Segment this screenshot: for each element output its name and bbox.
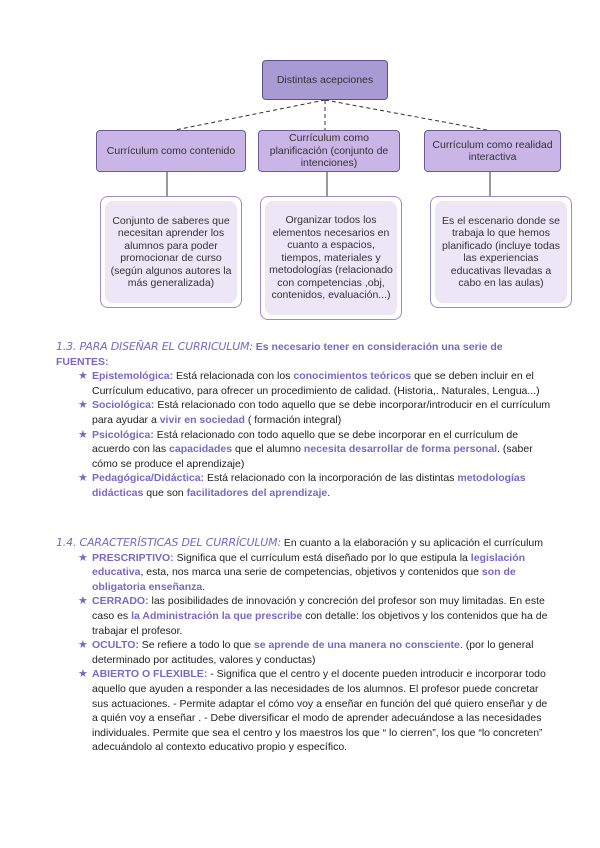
- item-term: PRESCRIPTIVO:: [92, 551, 174, 564]
- item-text: Está relacionado con la incorporación de las distintas: [204, 472, 458, 485]
- list-item: [56, 551, 556, 595]
- item-text: . (por lo general determinado por actitudes, valores y conductas): [92, 639, 534, 666]
- description-contenido: [100, 196, 242, 308]
- star-bullet-icon: ★: [78, 595, 88, 608]
- item-text: Significa que el currículum está diseñado por lo que estipula la: [173, 551, 471, 564]
- item-term: Epistemológica:: [92, 370, 174, 383]
- item-highlight: capacidades: [169, 443, 233, 456]
- description-planificacion: [260, 196, 402, 320]
- item-text: Se refiere a todo lo que: [138, 639, 254, 652]
- item-text: . (saber cómo se produce el aprendizaje): [92, 443, 533, 470]
- item-text: que son: [143, 486, 187, 499]
- item-text: .: [327, 486, 331, 499]
- list-item: [56, 594, 556, 638]
- item-term: OCULTO:: [92, 639, 139, 652]
- item-text: Está relacionada con los: [173, 370, 294, 383]
- description-text: Es el escenario donde se trabaja lo que hemos planificado (incluye todas las experiencias educativas llevadas a cabo en las aulas): [442, 214, 560, 289]
- item-text: Está relacionado con todo aquello que se debe incorporar/introducir en el currículum para ayudar a: [92, 399, 551, 426]
- section-disenar-curriculum: [56, 340, 556, 501]
- sources-list: [56, 369, 556, 500]
- item-highlight: la Administración la que prescribe: [131, 609, 303, 622]
- item-highlight: vivir en sociedad: [159, 413, 245, 426]
- item-highlight: se aprende de una manera no consciente: [253, 639, 460, 652]
- section-heading-line: [56, 536, 556, 551]
- category-contenido: [96, 130, 246, 172]
- category-label: Currículum como contenido: [106, 144, 236, 157]
- star-bullet-icon: ★: [78, 428, 88, 441]
- item-text: que se deben incluir en el Currículum educativo, para ofrecer un procedimiento de calidad. (Historia,. Naturales, Lengua...): [92, 370, 540, 397]
- diagram-root-label: Distintas acepciones: [276, 73, 374, 86]
- section-heading: 1.4. CARACTERÍSTICAS DEL CURRÍCULUM:: [56, 536, 281, 549]
- item-highlight: necesita desarrollar de forma personal: [303, 443, 498, 456]
- star-bullet-icon: ★: [78, 399, 88, 412]
- connector-left: [175, 100, 325, 130]
- list-item: [56, 398, 556, 427]
- section-heading: 1.3. PARA DISEÑAR EL CURRICULUM:: [56, 340, 253, 353]
- item-text: las posibilidades de innovación y concreción del profesor son muy limitadas. En este caso es: [92, 595, 545, 622]
- star-bullet-icon: ★: [78, 551, 88, 564]
- star-bullet-icon: ★: [78, 668, 88, 681]
- item-text: Está relacionado con todo aquello que se debe incorporar en el currículum de acuerdo con las: [92, 428, 519, 456]
- item-term: Psicológica:: [92, 428, 154, 441]
- list-item: [56, 667, 556, 755]
- item-highlight: facilitadores del aprendizaje: [186, 486, 328, 499]
- item-highlight: legislación educativa: [92, 551, 526, 579]
- list-item: [56, 471, 556, 500]
- item-highlight: metodologías didácticas: [92, 472, 526, 499]
- section-heading-line: [56, 340, 556, 369]
- item-term: Pedagógica/Didáctica:: [92, 472, 205, 485]
- list-item: [56, 428, 556, 472]
- connector-right: [325, 100, 487, 130]
- section-intro: Es necesario tener en consideración una serie de FUENTES:: [56, 341, 503, 368]
- category-label: Currículum como planificación (conjunto de intenciones): [269, 132, 389, 170]
- item-text: - Significa que el centro y el docente pueden introducir e incorporar todo aquello que ayuden a responder a las necesidades de los alumnos. El profesor puede concretar sus actuaciones. - Permite adaptar el cómo voy a enseñar en función del qué quiero enseñar y de a quién voy a enseñar . - Debe diversificar el modo de aprender adecuándose a las necesidades individuales. Permite que sea el centro y los maestros los que “ lo cierren”, los que “lo concreten” adecuándolo al contexto educativo propio y específico.: [92, 668, 548, 754]
- diagram-root-node: [262, 60, 388, 100]
- section-caracteristicas: [56, 536, 556, 755]
- category-realidad-interactiva: [424, 130, 561, 172]
- star-bullet-icon: ★: [78, 639, 88, 652]
- description-text: Conjunto de saberes que necesitan aprender los alumnos para poder promocionar de curso (según algunos autores la más generalizada): [110, 214, 232, 289]
- item-text: .: [202, 580, 206, 593]
- category-planificacion: [258, 130, 400, 172]
- item-term: Sociológica:: [92, 399, 155, 412]
- item-text: , esta, nos marca una serie de competencias, objetivos y contenidos que: [140, 566, 482, 579]
- item-term: ABIERTO O FLEXIBLE:: [92, 668, 208, 681]
- list-item: [56, 638, 556, 667]
- star-bullet-icon: ★: [78, 370, 88, 383]
- concept-diagram: [0, 0, 600, 335]
- item-highlight: conocimientos teóricos: [293, 370, 412, 383]
- description-text: Organizar todos los elementos necesarios en cuanto a espacios, tiempos, materiales y metodologías (relacionado con competencias ,obj, contenidos, evaluación...): [269, 214, 393, 302]
- description-realidad-interactiva: [430, 196, 572, 308]
- category-label: Currículum como realidad interactiva: [432, 138, 553, 163]
- section-intro: En cuanto a la elaboración y su aplicación el currículum: [280, 537, 544, 549]
- item-text: ( formación integral): [244, 413, 342, 426]
- item-text: con detalle: los objetivos y los contenidos que ha de trabajar el profesor.: [92, 609, 548, 637]
- star-bullet-icon: ★: [78, 472, 88, 485]
- characteristics-list: [56, 551, 556, 755]
- item-text: que el alumno: [232, 443, 304, 456]
- list-item: [56, 369, 556, 398]
- item-term: CERRADO:: [92, 595, 149, 608]
- item-highlight: son de obligatoria enseñanza: [92, 566, 516, 593]
